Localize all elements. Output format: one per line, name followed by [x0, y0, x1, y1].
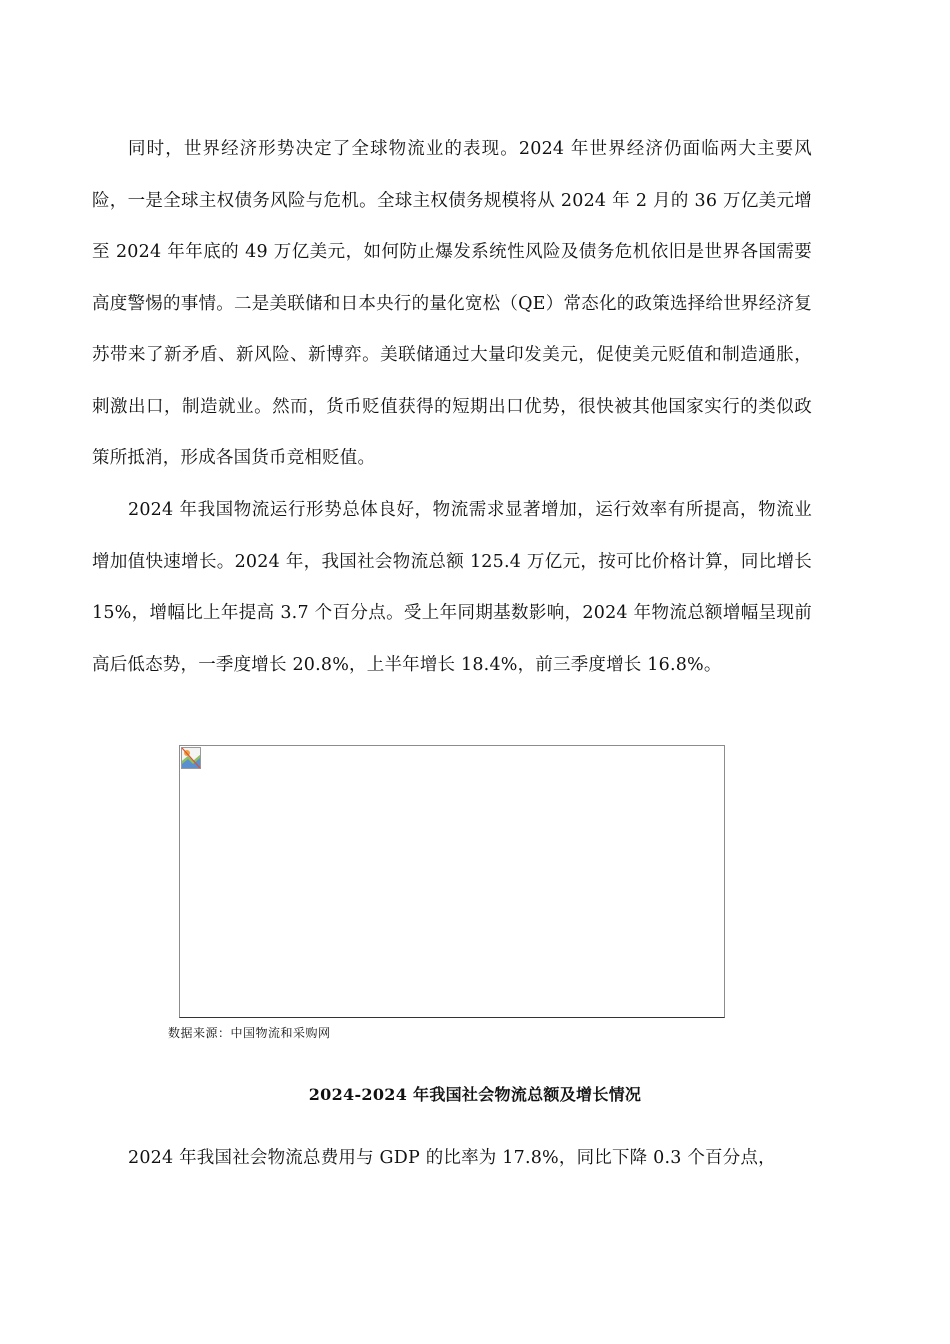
paragraph-world-economy: 同时，世界经济形势决定了全球物流业的表现。2024 年世界经济仍面临两大主要风险，一是全球主权债务风险与危机。全球主权债务规模将从 2024 年 2 月的 36 万亿美元增至 2024 年年底的 49 万亿美元，如何防止爆发系统性风险及债务危机依旧是世界各国需要高度警惕的事情。二是美联储和日本央行的量化宽松（QE）常态化的政策选择给世界经济复苏带来了新矛盾、新风险、新博弈。美联储通过大量印发美元，促使美元贬值和制造通胀，刺激出口，制造就业。然而，货币贬值获得的短期出口优势，很快被其他国家实行的类似政策所抵消，形成各国货币竞相贬值。 — [92, 139, 812, 468]
broken-image-icon — [181, 747, 201, 769]
chart-image-placeholder — [179, 745, 725, 1018]
figure-caption: 2024-2024 年我国社会物流总额及增长情况 — [308, 1085, 642, 1104]
data-source-note: 数据来源：中国物流和采购网 — [168, 1026, 331, 1040]
paragraph-logistics-total: 2024 年我国物流运行形势总体良好，物流需求显著增加，运行效率有所提高，物流业增加值快速增长。2024 年，我国社会物流总额 125.4 万亿元，按可比价格计算，同比增长 15%，增幅比上年提高 3.7 个百分点。受上年同期基数影响，2024 年物流总额增幅呈现前高后低态势，一季度增长 20.8%，上半年增长 18.4%，前三季度增长 16.8%。 — [92, 500, 812, 675]
paragraph-logistics-cost: 2024 年我国社会物流总费用与 GDP 的比率为 17.8%，同比下降 0.3 个百分点， — [128, 1148, 776, 1168]
